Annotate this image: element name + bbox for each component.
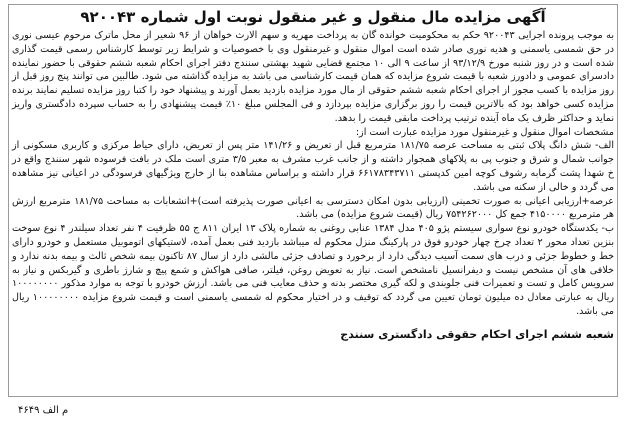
- notice-paragraph-property: الف- شش دانگ پلاک ثبتی به مساحت عرصه ۱۸۱/۷۵ مترمربع قبل از تعریض و ۱۴۱/۲۶ متر پس از تعریض، دارای حیاط مرکزی و کاربری مسکونی از جوانب شمال و شرق و جنوب پی به پلاکهای همجوار داشته و از جانب غرب مشرف به معبر ۳/۵ متری است ملک در بافت فرسوده شهر سنندج واقع در خ شهدا پشت گرمابه رشوف کوچه امین کدپستی ۶۶۱۷۸۳۴۳۷۱۱ قرار داشته و براساس مشاهده بنا از خارج ویژگیهای فرسودگی در اعیانی نیز مشاهده می گردد و خالی از سکنه می باشد.: [12, 140, 615, 193]
- notice-paragraph-specs-heading: مشخصات اموال منقول و غیرمنقول مورد مزایده عبارت است از:: [355, 126, 614, 138]
- notice-paragraph-valuation: عرصه+ارزیابی اعیانی به صورت تخمینی (ارزیابی بدون امکان دسترسی به اعیانی صورت پذیرفته است)+انشعابات به مساحت ۱۸۱/۷۵ مترمربع ارزش هر مترمربع ۴۱۵۰۰۰۰ جمع کل ۷۵۴۲۶۲۰۰۰ ریال (قیمت شروع مزایده) می باشد.: [12, 195, 614, 221]
- notice-reference-number: م الف ۴۶۴۹: [18, 405, 69, 416]
- notice-signature: شعبه ششم اجرای احکام حقوقی دادگستری سنندج: [340, 327, 614, 341]
- notice-paragraph-vehicle: ب- یکدستگاه خودرو نوع سواری سیستم پژو ۴۰۵ مدل ۱۳۸۴ عنابی روغنی به شماره پلاک ۱۳ ایران ۸۱۱ ج ۵۵ ظرفیت ۴ نفر تعداد سیلندر ۴ نوع سوخت بنزین تعداد محور ۲ تعداد چرخ چهار خودرو فوق در پارکینگ منزل محکوم له میباشد بازدید فنی بعمل آمده، لاستیکهای اتوموبیل مستعمل و خودرو دارای خط و خطوط جزئی و درب های سمت آسیب دیدگی دارد از برخورد و تصادف جزئی مالشی دارد از سال ۸۷ تاکنون بیمه شخص ثالث و بیمه بدنه ندارد و خلافی های آن مشخص نیست و دیفرانسیل نامشخص است. نیاز به تعویض روغن، فیلتر، صافی هواکش و شمع پیچ و شارژ باطری و گیربکس و نیاز به سرویس کامل و تست و تعمیرات فنی جلوبندی و لکه گیری مختصر بدنه و حذف معایب فنی می باشد. ارزش خودرو با توجه به موارد مذکور ۱۰۰۰۰۰۰۰۰ ریال به عبارتی معادل ده میلیون تومان تعیین می گردد که توقیف و در اختیار محکوم له شمسی یاسمنی است و قیمت شروع مزایده ۱۰۰۰۰۰۰۰۰ ریال می باشد.: [12, 223, 614, 317]
- notice-paragraph-intro: به موجب پرونده اجرایی ۹۲۰۰۴۳ حکم به محکومیت خوانده گان به پرداخت مهریه و سهم الارث خواهان از ۹۶ شعیر از محل ماترک مرحوم عیسی نوری در حق شمسی یاسمنی و هدیه نوری صادر شده است اموال منقول و غیرمنقول وی با خصوصیات و شرایط زیر توسط کارشناس رسمی قیمت گذاری شده است و در روز شنبه مورخ ۹۳/۱۲/۹ از ساعت ۹ الی ۱۰ مجتمع قضایی شهید بهشتی سنندج دفتر اجرای احکام شعبه ششم حقوقی با حضور نماینده دادسرای عمومی و دادورز شعبه با قیمت شروع مزایده که همان قیمت کارشناسی می باشد به مزایده گذاشته می شود. طالبین می توانند پنج روز قبل از روز مزایده با کسب مجوز از اجرای احکام شعبه ششم حقوقی از مال مورد مزایده بازدید بعمل آورند و پیشنهاد خود را کتبا روز مزایده تسلیم نمایند برنده مزایده کسی خواهد بود که بالاترین قیمت را روز برگزاری مزایده بپردازد و فی المجلس مبلغ ۱۰٪ قیمت پیشنهادی را به حساب سپرده دادگستری واریز نماید و حداکثر ظرف یک ماه آینده ترتیب پرداخت مابقی قیمت را بدهد.: [12, 30, 615, 124]
- notice-title: آگهی مزایده مال منقول و غیر منقول نوبت اول شماره ۹۲۰۰۴۳: [80, 8, 546, 26]
